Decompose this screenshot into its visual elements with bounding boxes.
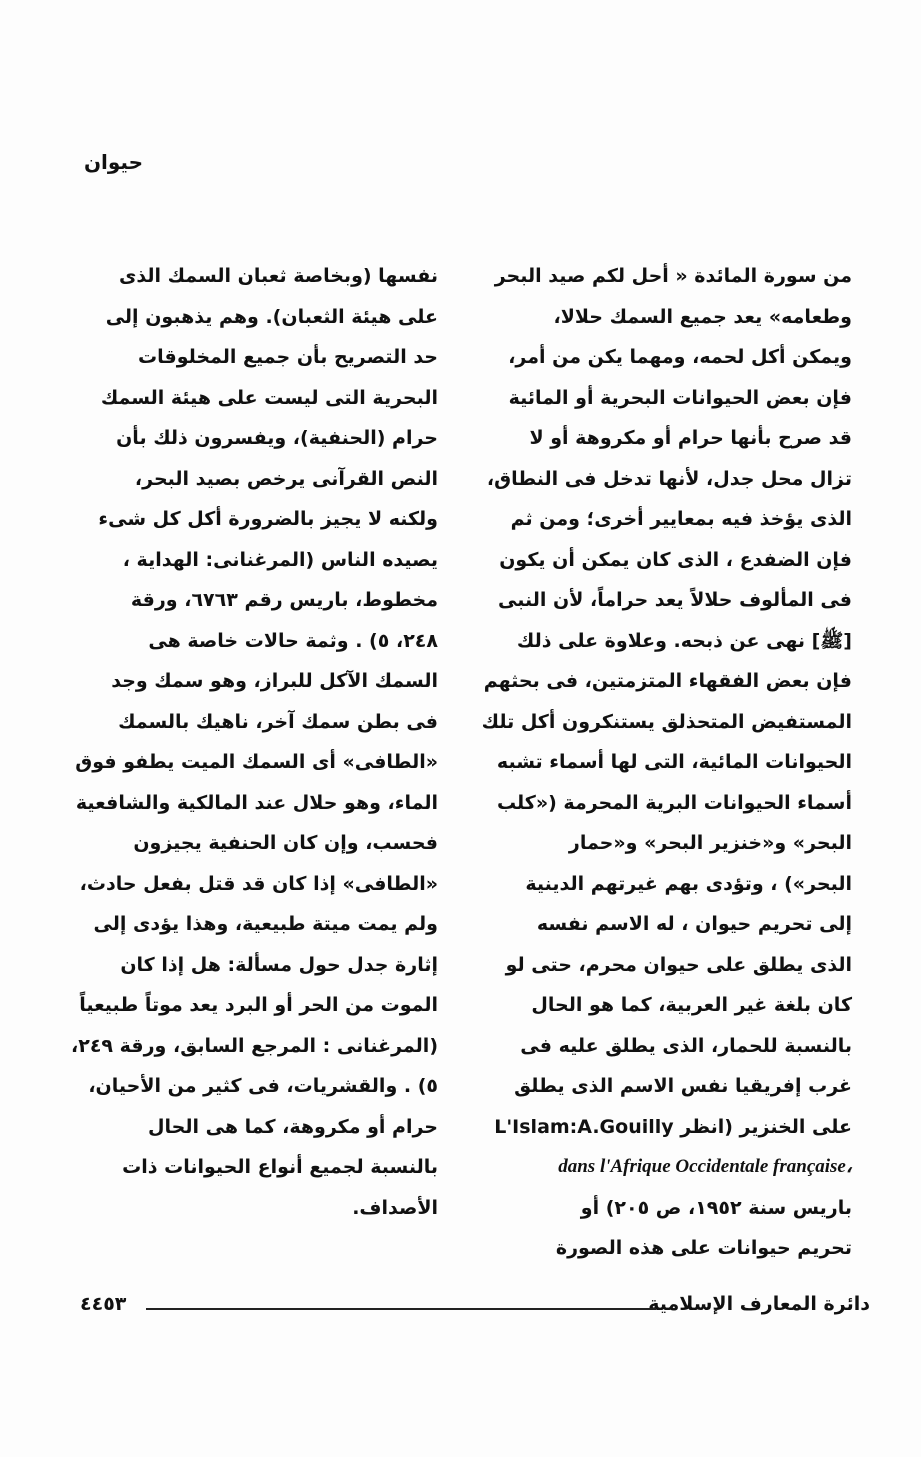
text-line: نفسها (وبخاصة ثعبان السمك الذى (118, 265, 438, 287)
text-line: قد صرح بأنها حرام أو مكروهة أو لا (529, 427, 852, 449)
text-line: إثارة جدل حول مسألة: هل إذا كان (120, 953, 438, 976)
footer-divider (146, 1308, 656, 1310)
text-line: يصيده الناس (المرغنانى: الهداية ، (122, 548, 438, 571)
text-line: (المرغنانى : المرجع السابق، ورقة ٢٤٩، (71, 1034, 438, 1057)
text-line: حرام أو مكروهة، كما هى الحال (148, 1115, 438, 1138)
text-line: ٢٤٨، ٥) . وثمة حالات خاصة هى (148, 629, 438, 652)
text-line: كان بلغة غير العربية، كما هو الحال (531, 994, 852, 1016)
text-line: الموت من الحر أو البرد يعد موتاً طبيعياً (79, 994, 438, 1016)
text-line: ولكنه لا يجيز بالضرورة أكل كل شىء (98, 508, 438, 530)
text-line: فحسب، وإن كان الحنفية يجيزون (133, 832, 438, 854)
text-line: فإن بعض الفقهاء المتزمتين، فى بحثهم (483, 670, 852, 692)
text-line: ويمكن أكل لحمه، ومهما يكن من أمر، (508, 346, 852, 368)
text-line: «الطافى» إذا كان قد قتل بفعل حادث، (79, 872, 438, 895)
text-line: حرام (الحنفية)، ويفسرون ذلك بأن (116, 427, 438, 449)
text-line: بالنسبة لجميع أنواع الحيوانات ذات (122, 1156, 438, 1178)
text-line: أسماء الحيوانات البرية المحرمة («كلب (496, 791, 852, 814)
page-number: ٤٤٥٣ (80, 1293, 127, 1315)
text-line: على الخنزير (انظر L'Islam:A.Gouilly (494, 1115, 852, 1138)
text-line: من سورة المائدة « أحل لكم صيد البحر (494, 265, 852, 287)
text-line: على هيئة الثعبان). وهم يذهبون إلى (105, 305, 438, 328)
text-line: إلى تحريم حيوان ، له الاسم نفسه (536, 913, 852, 935)
text-line: وطعامه» يعد جميع السمك حلالا، (553, 305, 852, 328)
right-text-column (481, 256, 852, 1269)
text-line: فى المألوف حلالاً يعد حراماً، لأن النبى (498, 589, 852, 611)
text-line: فإن بعض الحيوانات البحرية أو المائية (508, 386, 852, 409)
text-line: بالنسبة للحمار، الذى يطلق عليه فى (520, 1034, 852, 1057)
text-line: البحر» و«خنزير البحر» و«حمار (568, 832, 852, 854)
text-line: المستفيض المتحذلق يستنكرون أكل تلك (481, 710, 852, 733)
text-line: حد التصريح بأن جميع المخلوقات (138, 346, 438, 368)
text-line-french-citation: dans l'Afrique Occidentale française، (558, 1156, 852, 1177)
text-line: ولم يمت ميتة طبيعية، وهذا يؤدى إلى (93, 913, 438, 935)
text-line: فى بطن سمك آخر، ناهيك بالسمك (118, 710, 438, 733)
page-footer (80, 1293, 870, 1323)
footer-encyclopedia-title: دائرة المعارف الإسلامية (648, 1293, 870, 1315)
text-line: البحر») ، وتؤدى بهم غيرتهم الدينية (525, 872, 852, 895)
text-line: الذى يؤخذ فيه بمعايير أخرى؛ ومن ثم (510, 508, 852, 530)
text-line: تزال محل جدل، لأنها تدخل فى النطاق، (486, 467, 852, 490)
text-line: غرب إفريقيا نفس الاسم الذى يطلق (514, 1075, 852, 1097)
text-line: باريس سنة ١٩٥٢، ص ٢٠٥) أو (580, 1196, 852, 1219)
text-line: الحيوانات المائية، التى لها أسماء تشبه (496, 751, 852, 773)
text-line: الماء، وهو حلال عند المالكية والشافعية (75, 791, 438, 814)
text-line: البحرية التى ليست على هيئة السمك (100, 386, 438, 409)
text-line: ٥) . والقشريات، فى كثير من الأحيان، (88, 1075, 438, 1097)
text-line: تحريم حيوانات على هذه الصورة (555, 1237, 852, 1259)
left-text-column (71, 256, 438, 1228)
text-line: النص القرآنى يرخص بصيد البحر، (134, 467, 438, 490)
running-head-title: حيوان (83, 150, 143, 174)
text-line: السمك الآكل للبراز، وهو سمك وجد (111, 670, 438, 692)
text-line: الأصداف. (352, 1196, 438, 1219)
text-line: فإن الضفدع ، الذى كان يمكن أن يكون (499, 548, 852, 571)
text-line: مخطوط، باريس رقم ٦٧٦٣، ورقة (130, 589, 438, 611)
text-line: [ﷺ] نهى عن ذبحه. وعلاوة على ذلك (516, 629, 852, 652)
text-line: الذى يطلق على حيوان محرم، حتى لو (505, 953, 852, 976)
text-line: «الطافى» أى السمك الميت يطفو فوق (75, 751, 438, 773)
